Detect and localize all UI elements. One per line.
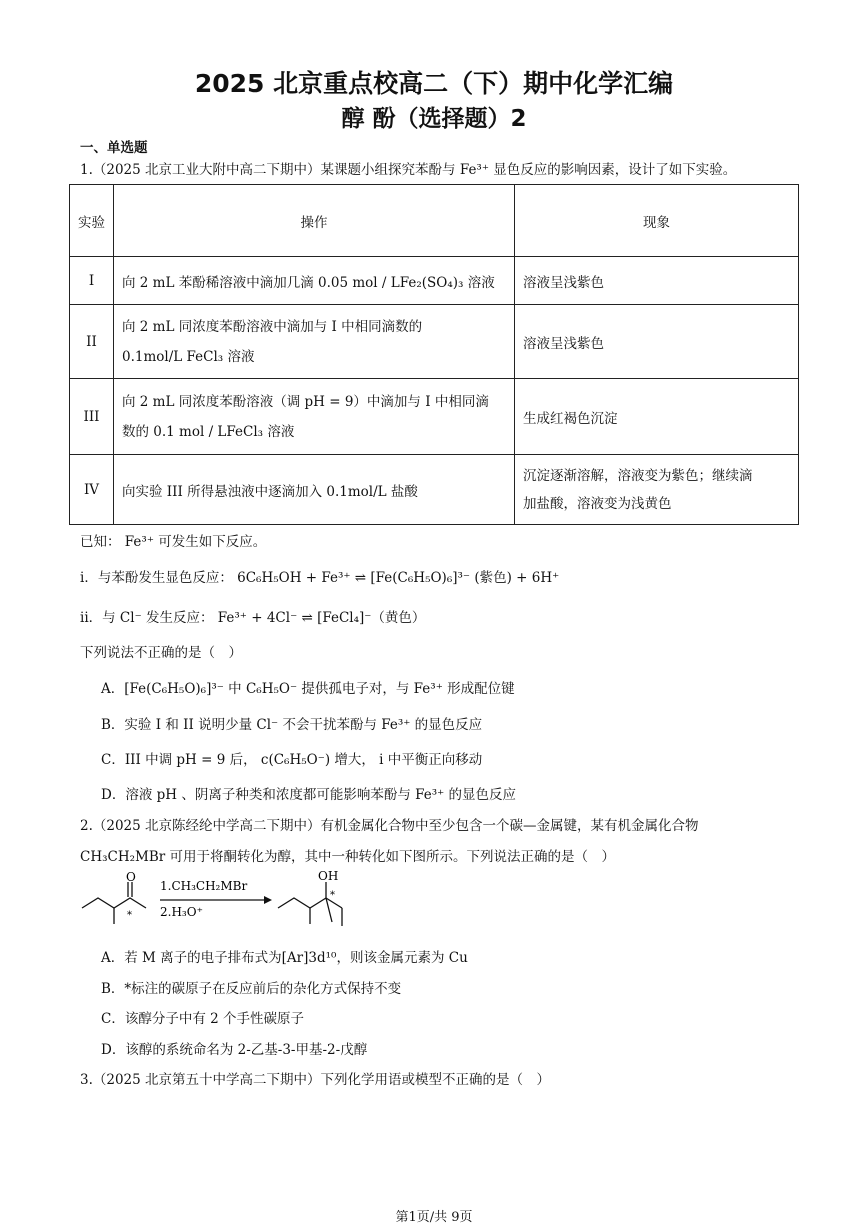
hydroxyl-label: OH (318, 869, 339, 883)
carbonyl-oxygen-label: O (126, 870, 136, 884)
q1-option-b: B．实验 I 和 II 说明少量 Cl⁻ 不会干扰苯酚与 Fe³⁺ 的显色反应 (101, 717, 483, 733)
table-cell-phenomenon: 生成红褐色沉淀 (515, 379, 799, 455)
q1-option-d: D．溶液 pH 、阴离子种类和浓度都可能影响苯酚与 Fe³⁺ 的显色反应 (101, 787, 517, 803)
table-cell-phenomenon: 溶液呈浅紫色 (515, 305, 799, 379)
table-cell-line: 沉淀逐渐溶解，溶液变为紫色；继续滴 (523, 467, 753, 484)
table-cell-id: III (70, 379, 114, 455)
table-cell-phenomenon (515, 455, 799, 525)
q1-reaction-ii: ii．与 Cl⁻ 发生反应： Fe³⁺ + 4Cl⁻ ⇌ [FeCl₄]⁻（黄色） (80, 610, 426, 626)
q3-stem: 3.（2025 北京第五十中学高二下期中）下列化学用语或模型不正确的是（ ） (80, 1072, 551, 1088)
table-row (70, 455, 799, 525)
table-header-cell: 现象 (515, 185, 799, 257)
q1-question: 下列说法不正确的是（ ） (80, 645, 242, 661)
table-cell-phenomenon: 溶液呈浅紫色 (515, 257, 799, 305)
q2-option-d: D．该醇的系统命名为 2-乙基-3-甲基-2-戊醇 (101, 1042, 368, 1058)
q2-option-c: C．该醇分子中有 2 个手性碳原子 (101, 1011, 305, 1027)
table-cell-line: 向 2 mL 同浓度苯酚溶液（调 pH = 9）中滴加与 I 中相同滴 (122, 393, 489, 410)
table-row (70, 379, 799, 455)
arrow-head-icon (264, 896, 272, 904)
table-header-cell: 操作 (114, 185, 515, 257)
table-row (70, 305, 799, 379)
reagent-step-1: 1.CH₃CH₂MBr (160, 879, 248, 893)
reaction-scheme (80, 868, 380, 932)
table-cell-operation: 向 2 mL 苯酚稀溶液中滴加几滴 0.05 mol / LFe₂(SO₄)₃ 溶液 (114, 257, 515, 305)
table-header-row (70, 185, 799, 257)
experiment-table (69, 184, 799, 525)
table-cell-line: 数的 0.1 mol / LFeCl₃ 溶液 (122, 423, 295, 440)
page-footer: 第1页/共 9页 (395, 1210, 473, 1225)
ketone-structure (82, 882, 146, 924)
table-cell-operation (114, 379, 515, 455)
alcohol-structure (278, 882, 342, 926)
document-title: 2025 北京重点校高二（下）期中化学汇编 (194, 69, 674, 98)
chiral-star-label: * (127, 910, 132, 921)
table-header-cell: 实验 (70, 185, 114, 257)
q1-option-c: C．III 中调 pH = 9 后， c(C₆H₅O⁻) 增大， i 中平衡正向移动 (101, 752, 483, 768)
q2-option-b: B．*标注的碳原子在反应前后的杂化方式保持不变 (101, 981, 402, 997)
table-cell-operation (114, 305, 515, 379)
table-cell-line: 加盐酸，溶液变为浅黄色 (523, 495, 672, 512)
table-cell-id: II (70, 305, 114, 379)
q2-stem-line1: 2.（2025 北京陈经纶中学高二下期中）有机金属化合物中至少包含一个碳—金属键，某有机金属化合物 (80, 818, 699, 834)
reagent-step-2: 2.H₃O⁺ (160, 905, 203, 919)
table-cell-id: IV (70, 455, 114, 525)
q1-stem: 1.（2025 北京工业大附中高二下期中）某课题小组探究苯酚与 Fe³⁺ 显色反应的影响因素，设计了如下实验。 (80, 162, 737, 178)
table-cell-operation: 向实验 III 所得悬浊液中逐滴加入 0.1mol/L 盐酸 (114, 455, 515, 525)
q1-reaction-i: i．与苯酚发生显色反应： 6C₆H₅OH + Fe³⁺ ⇌ [Fe(C₆H₅O)₆]³⁻ (紫色) + 6H⁺ (80, 570, 560, 586)
q1-option-a: A．[Fe(C₆H₅O)₆]³⁻ 中 C₆H₅O⁻ 提供孤电子对，与 Fe³⁺ 形成配位键 (101, 681, 515, 697)
table-cell-line: 0.1mol/L FeCl₃ 溶液 (122, 348, 255, 365)
q2-stem-line2: CH₃CH₂MBr 可用于将酮转化为醇，其中一种转化如下图所示。下列说法正确的是（ ） (80, 849, 616, 865)
document-subtitle: 醇 酚（选择题）2 (341, 106, 527, 132)
q1-known: 已知： Fe³⁺ 可发生如下反应。 (80, 534, 267, 550)
q2-option-a: A．若 M 离子的电子排布式为[Ar]3d¹⁰，则该金属元素为 Cu (101, 950, 468, 966)
table-cell-id: I (70, 257, 114, 305)
chiral-star-label: * (330, 890, 335, 901)
table-cell-line: 向 2 mL 同浓度苯酚溶液中滴加与 I 中相同滴数的 (122, 318, 423, 335)
table-row (70, 257, 799, 305)
section-heading: 一、单选题 (80, 140, 148, 156)
